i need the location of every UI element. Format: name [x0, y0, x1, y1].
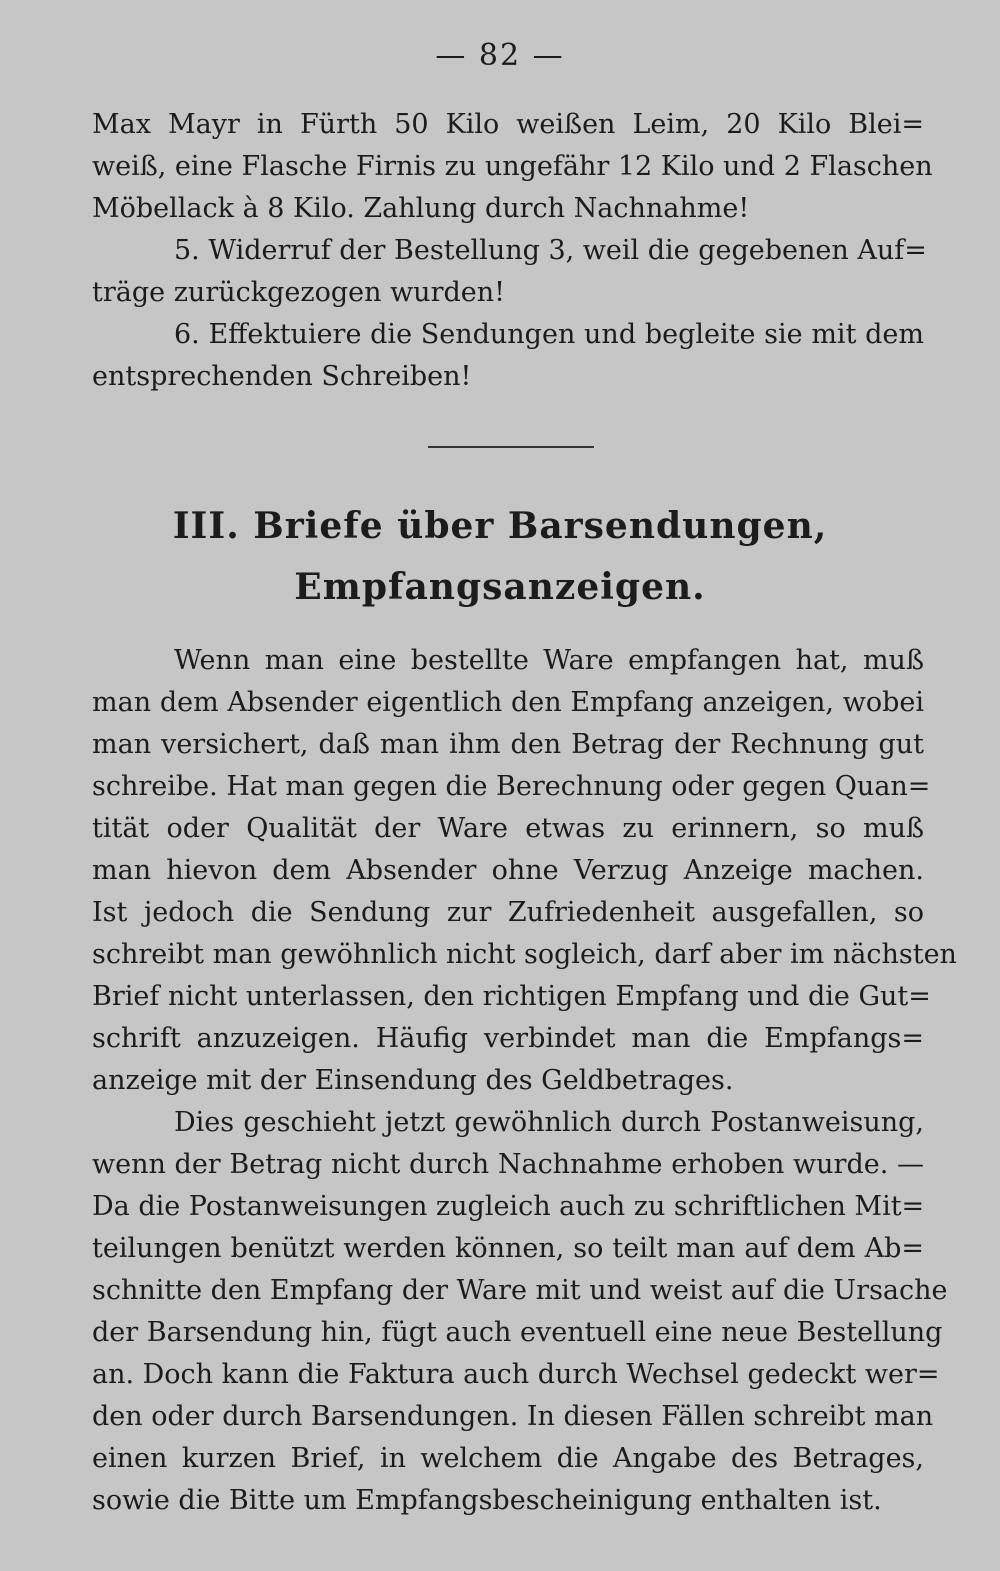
- text-line: den oder durch Barsendungen. In diesen Fällen schreibt man: [92, 1401, 934, 1432]
- text-line: 5. Widerruf der Bestellung 3, weil die gegebenen Auf=: [174, 235, 927, 266]
- text-line: entsprechenden Schreiben!: [92, 361, 472, 392]
- text-line: Da die Postanweisungen zugleich auch zu schriftlichen Mit=: [92, 1191, 925, 1222]
- text-line: man hievon dem Absender ohne Verzug Anzeige machen.: [92, 855, 924, 886]
- text-line: Ist jedoch die Sendung zur Zufriedenheit ausgefallen, so: [92, 897, 924, 928]
- text-line: 6. Effektuiere die Sendungen und begleite sie mit dem: [174, 319, 924, 350]
- text-line: Dies geschieht jetzt gewöhnlich durch Postanweisung,: [174, 1107, 924, 1138]
- text-line: Möbellack à 8 Kilo. Zahlung durch Nachnahme!: [92, 193, 750, 224]
- text-line: wenn der Betrag nicht durch Nachnahme erhoben wurde. —: [92, 1149, 924, 1180]
- text-line: man dem Absender eigentlich den Empfang anzeigen, wobei: [92, 687, 924, 718]
- text-line: an. Doch kann die Faktura auch durch Wechsel gedeckt wer=: [92, 1359, 940, 1390]
- text-line: weiß, eine Flasche Firnis zu ungefähr 12 Kilo und 2 Flaschen: [92, 151, 933, 182]
- page-number: — 82 —: [435, 38, 565, 73]
- text-line: tität oder Qualität der Ware etwas zu erinnern, so muß: [92, 813, 924, 844]
- text-line: einen kurzen Brief, in welchem die Angabe des Betrages,: [92, 1443, 924, 1474]
- text-line: schnitte den Empfang der Ware mit und weist auf die Ursache: [92, 1275, 948, 1306]
- text-line: schrift anzuzeigen. Häufig verbindet man die Empfangs=: [92, 1023, 924, 1054]
- top-text-block: [92, 104, 933, 398]
- text-line: anzeige mit der Einsendung des Geldbetrages.: [92, 1065, 734, 1096]
- text-line: teilungen benützt werden können, so teilt man auf dem Ab=: [92, 1233, 924, 1264]
- body-text-block: [92, 640, 957, 1522]
- text-line: Max Mayr in Fürth 50 Kilo weißen Leim, 20 Kilo Blei=: [92, 109, 924, 140]
- text-line: Brief nicht unterlassen, den richtigen Empfang und die Gut=: [92, 981, 931, 1012]
- text-line: sowie die Bitte um Empfangsbescheinigung enthalten ist.: [92, 1485, 882, 1516]
- text-line: man versichert, daß man ihm den Betrag der Rechnung gut: [92, 729, 924, 760]
- text-line: schreibe. Hat man gegen die Berechnung oder gegen Quan=: [92, 771, 931, 802]
- text-line: schreibt man gewöhnlich nicht sogleich, darf aber im nächsten: [92, 939, 957, 970]
- text-line: Wenn man eine bestellte Ware empfangen hat, muß: [174, 645, 924, 676]
- text-line: träge zurückgezogen wurden!: [92, 277, 505, 308]
- section-subheading: Empfangsanzeigen.: [294, 566, 706, 608]
- section-heading: III. Briefe über Barsendungen,: [172, 505, 828, 547]
- text-line: der Barsendung hin, fügt auch eventuell eine neue Bestellung: [92, 1317, 943, 1348]
- section-divider: [428, 446, 594, 448]
